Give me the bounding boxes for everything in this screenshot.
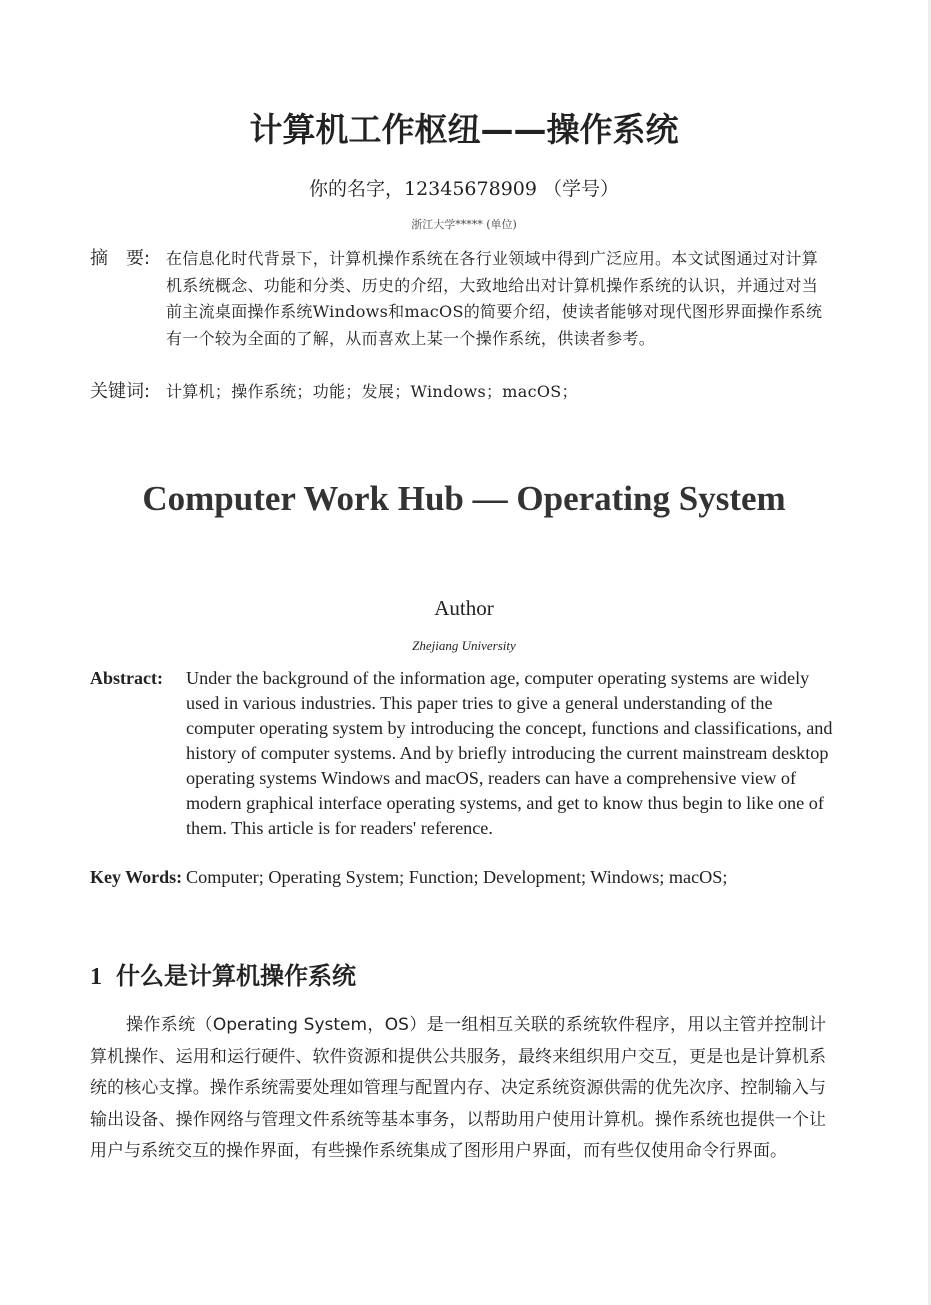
cn-keywords-text: 计算机；操作系统；功能；发展；Windows；macOS； (166, 382, 578, 401)
en-abstract-label: Abstract: (90, 668, 163, 688)
en-keywords-text: Computer; Operating System; Function; Development; Windows; macOS; (186, 867, 728, 887)
cn-keywords-label: 关键词: (90, 381, 151, 402)
en-abstract-text: Under the background of the information age, computer operating systems are widely used in various industries. This paper tries to give a general understanding of the computer operating system by introducing the concept, functions and classifications, and history of computer systems. And by briefly introducing the current mainstream desktop operating systems Windows and macOS, readers can have a comprehensive view of modern graphical interface operating systems, and get to know thus begin to like one of them. This article is for readers' reference. (186, 668, 833, 838)
en-keywords-block (90, 865, 838, 890)
en-affiliation: Zhejiang University (412, 638, 516, 653)
cn-abstract-label: 摘 要: (90, 248, 151, 269)
en-author: Author (434, 596, 494, 620)
section-number: 1 (90, 964, 102, 990)
en-keywords-label: Key Words: (90, 867, 183, 887)
cn-author: 你的名字，12345678909 （学号） (308, 178, 619, 200)
en-abstract-block (90, 666, 838, 841)
section-heading (90, 956, 838, 991)
section-title: 什么是计算机操作系统 (116, 962, 356, 990)
section-body: 操作系统（Operating System，OS）是一组相互关联的系统软件程序，用以主管并控制计算机操作、运用和运行硬件、软件资源和提供公共服务，最终来组织用户交互，更是也是计算机系统的核心支撑。操作系统需要处理如管理与配置内存、决定系统资源供需的优先次序、控制输入与输出设备、操作网络与管理文件系统等基本事务，以帮助用户使用计算机。操作系统也提供一个让用户与系统交互的操作界面，有些操作系统集成了图形用户界面，而有些仅使用命令行界面。 (90, 1015, 826, 1161)
cn-title: 计算机工作枢纽——操作系统 (249, 110, 679, 149)
cn-keywords-block (90, 379, 838, 406)
en-title: Computer Work Hub — Operating System (142, 479, 786, 518)
cn-abstract-text: 在信息化时代背景下，计算机操作系统在各行业领域中得到广泛应用。本文试图通过对计算机系统概念、功能和分类、历史的介绍，大致地给出对计算机操作系统的认识，并通过对当前主流桌面操作系统Windows和macOS的简要介绍，使读者能够对现代图形界面操作系统有一个较为全面的了解，从而喜欢上某一个操作系统，供读者参考。 (166, 249, 823, 348)
cn-affiliation: 浙江大学***** (单位) (411, 218, 517, 231)
cn-abstract-block (90, 246, 838, 352)
